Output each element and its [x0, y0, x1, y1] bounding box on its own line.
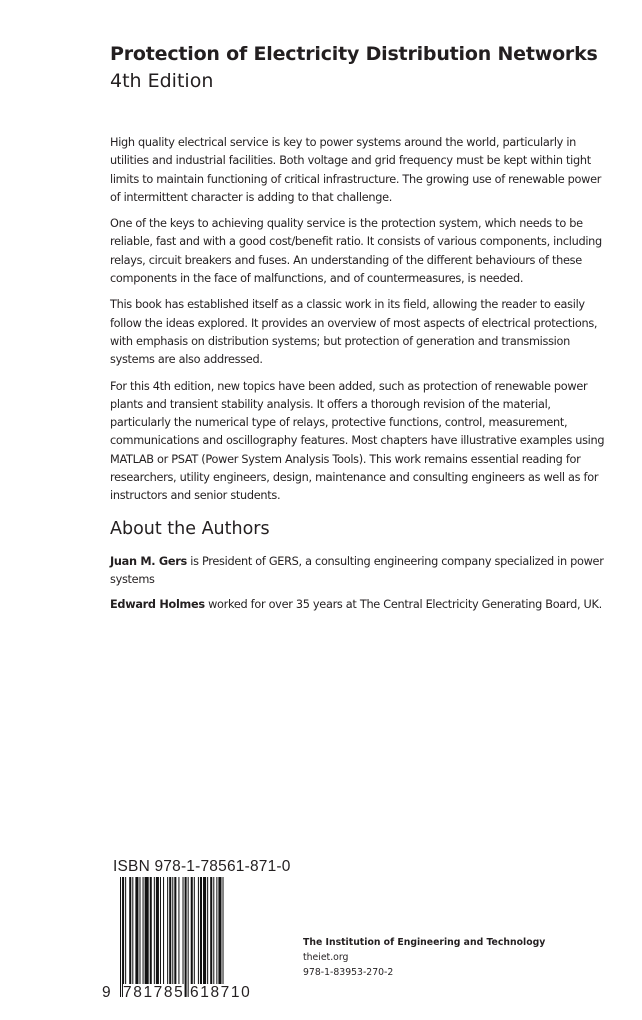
author-bio: is President of GERS, a consulting engineering company specialized in power systems [110, 555, 604, 586]
description [110, 134, 610, 514]
author-entry [110, 553, 610, 588]
barcode-bar [143, 877, 144, 997]
barcode-bar [203, 877, 206, 997]
description-paragraph: One of the keys to achieving quality service is the protection system, which needs to be reliable, fast and with a good cost/benefit ratio. It consists of various components, including relays, circuit breakers and fuses. An understanding of the different behaviours of these components in the face of malfunctions, and of countermeasures, is needed. [110, 217, 602, 286]
edition-label: 4th Edition [110, 70, 214, 92]
publisher-name: The Institution of Engineering and Technology [303, 937, 546, 948]
publisher-block [303, 935, 545, 980]
author-bio: worked for over 35 years at The Central Electricity Generating Board, UK. [204, 598, 602, 611]
description-paragraph: For this 4th edition, new topics have been added, such as protection of renewable power plants and transient stability analysis. It offers a thorough revision of the material, particularly the numerical type of relays, protective functions, control, measurement, communications and oscillography features. Most chapters have illustrative examples using MATLAB or PSAT (Power System Analysis Tools). This work remains essential reading for researchers, utility engineers, design, maintenance and consulting engineers as well as for instructors and senior students. [110, 379, 605, 503]
barcode-bar [122, 877, 124, 997]
author-name: Juan M. Gers [110, 555, 187, 568]
barcode-bar [200, 877, 202, 997]
barcode-bar [174, 877, 176, 997]
barcode-bar [207, 877, 208, 997]
barcode-bar [185, 877, 187, 997]
barcode-bar [169, 877, 171, 997]
barcode-bar [132, 877, 133, 997]
barcode-bar [198, 877, 199, 997]
barcode-bar [218, 877, 221, 997]
barcode-digits-left: 781785 [123, 984, 185, 1001]
about-authors-heading: About the Authors [110, 519, 270, 539]
barcode-image [118, 877, 258, 997]
barcode-bar [216, 877, 217, 997]
barcode-bar [139, 877, 140, 997]
barcode-bar [125, 877, 126, 997]
barcode-bar [172, 877, 173, 997]
barcode-bar [120, 877, 121, 997]
barcode-bar [210, 877, 212, 997]
barcode-bar [183, 877, 184, 997]
barcode-bar [163, 877, 164, 997]
barcode-bar [223, 877, 224, 997]
book-title: Protection of Electricity Distribution Networks [110, 43, 598, 65]
barcode-bar [135, 877, 138, 997]
author-entry [110, 596, 610, 614]
barcode-digit-first: 9 [102, 984, 111, 1001]
barcode-bar [154, 877, 155, 997]
description-paragraph: High quality electrical service is key to power systems around the world, particularly in utilities and industrial facilities. Both voltage and grid frequency must be kept within tight limits to maintain functioning of critical infrastructure. The growing use of renewable power of intermittent character is adding to that challenge. [110, 136, 602, 204]
barcode-bar [160, 877, 161, 997]
barcode-bar [129, 877, 131, 997]
author-name: Edward Holmes [110, 598, 205, 611]
barcode-bar [167, 877, 168, 997]
barcode-bar [178, 877, 179, 997]
barcode-bar [191, 877, 193, 997]
barcode-bar [150, 877, 152, 997]
barcode-bar [145, 877, 149, 997]
publisher-website: theiet.org [303, 952, 349, 963]
barcode-bar [156, 877, 159, 997]
description-paragraph: This book has established itself as a classic work in its field, allowing the reader to easily follow the ideas explored. It provides an overview of most aspects of electrical protections, with emphasis on distribution systems; but protection of generation and transmission systems are also addressed. [110, 298, 598, 367]
barcode-bar [213, 877, 214, 997]
barcode-bar [194, 877, 195, 997]
barcode-bar [188, 877, 189, 997]
isbn-label: ISBN 978-1-78561-871-0 [113, 858, 291, 875]
barcode-digits-right: 618710 [190, 984, 252, 1001]
author-list [110, 553, 610, 622]
publisher-isbn: 978-1-83953-270-2 [303, 967, 394, 978]
